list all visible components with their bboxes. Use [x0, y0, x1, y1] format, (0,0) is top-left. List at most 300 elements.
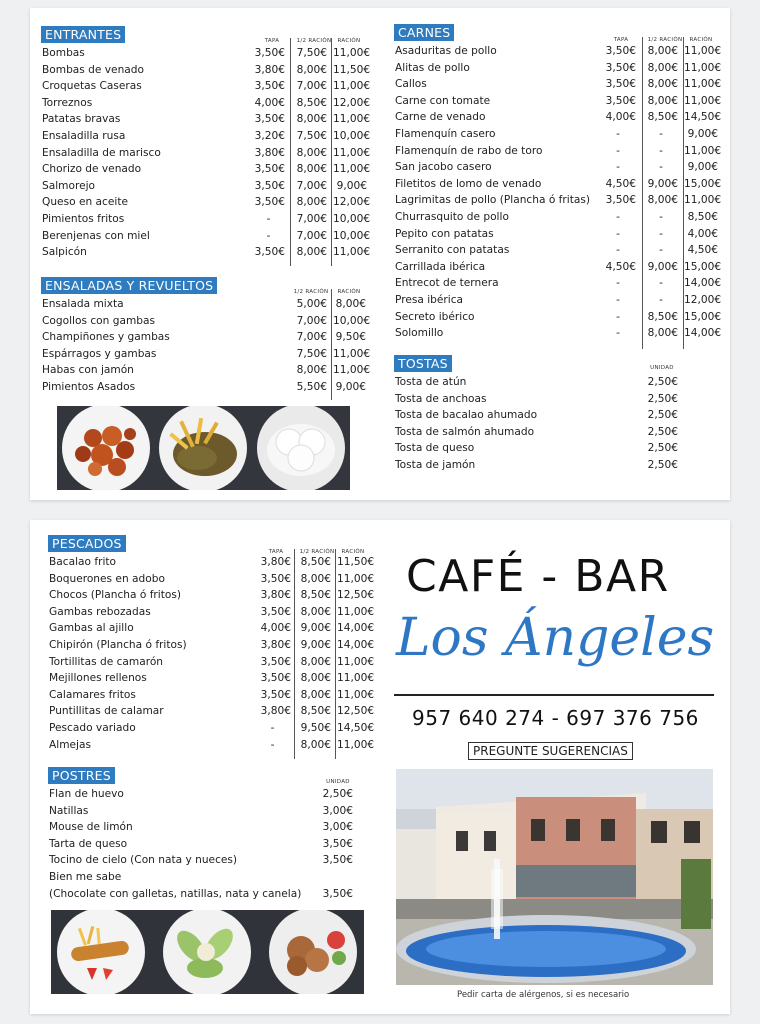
price-media: 8,50€	[300, 589, 331, 602]
price-media: 8,50€	[300, 705, 331, 718]
section-tostas	[394, 355, 724, 480]
price-unidad: 3,50€	[322, 854, 353, 867]
price-tapa: -	[270, 738, 275, 751]
price-tapa: -	[616, 310, 620, 323]
menu-card-top	[30, 8, 730, 500]
menu-item	[394, 325, 724, 342]
menu-item-name: Queso en aceite	[42, 196, 128, 209]
menu-item-name: Tosta de anchoas	[395, 392, 487, 405]
price-media: -	[659, 277, 663, 290]
price-racion: 11,00€	[337, 672, 375, 685]
dish-photo-strip	[57, 406, 350, 490]
menu-item	[41, 296, 369, 313]
price-racion: 11,00€	[684, 78, 722, 91]
menu-item-name: Chipirón (Plancha ó fritos)	[49, 638, 187, 651]
menu-item-name: Mouse de limón	[49, 821, 133, 834]
price-tapa: 3,50€	[260, 672, 291, 685]
menu-item-name: Gambas al ajillo	[49, 622, 134, 635]
postres-list	[48, 786, 373, 902]
price-racion: 4,00€	[687, 227, 718, 240]
section-entrantes	[41, 26, 369, 266]
price-media: 7,00€	[296, 331, 327, 344]
restaurant-name: Los Ángeles	[396, 608, 715, 668]
pescados-list	[48, 554, 373, 753]
menu-item-name: Patatas bravas	[42, 113, 121, 126]
price-racion: 9,50€	[335, 331, 366, 344]
price-media: 5,50€	[296, 380, 327, 393]
menu-item	[48, 836, 373, 853]
col-header-racion: RACIÓN	[689, 37, 713, 43]
menu-item	[41, 78, 369, 95]
menu-item-name: Tortillitas de camarón	[49, 655, 164, 668]
price-racion: 8,00€	[335, 298, 366, 310]
menu-item-name: Callos	[395, 78, 427, 91]
price-tapa: -	[266, 212, 271, 225]
menu-item	[394, 259, 724, 276]
menu-item	[394, 391, 724, 408]
price-media: 5,00€	[296, 298, 327, 310]
menu-item-name: Carrillada ibérica	[395, 260, 486, 273]
price-unidad: 2,50€	[647, 458, 678, 471]
price-unidad: 3,00€	[322, 804, 353, 817]
price-media: 8,00€	[647, 45, 678, 57]
menu-item	[41, 111, 369, 128]
menu-item	[41, 194, 369, 211]
menu-item-name: Chorizo de venado	[42, 163, 142, 176]
price-media: 8,00€	[300, 688, 331, 701]
menu-item-name: Bombas	[42, 47, 85, 59]
menu-item-name: Pescado variado	[49, 721, 136, 734]
price-racion: 12,50€	[337, 589, 375, 602]
price-racion: 11,00€	[337, 655, 375, 668]
menu-item-name: Ensaladilla rusa	[42, 129, 126, 142]
price-racion: 11,00€	[684, 45, 722, 57]
dish-photos	[57, 406, 350, 490]
price-media: 7,00€	[296, 80, 327, 93]
price-media: 8,00€	[296, 113, 327, 126]
price-tapa: -	[616, 144, 620, 157]
menu-item	[48, 786, 373, 803]
section-postres	[48, 767, 373, 907]
menu-item-name: Flamenquín casero	[395, 127, 496, 140]
menu-item	[394, 424, 724, 441]
menu-item-name: Torreznos	[42, 96, 93, 109]
price-racion: 9,00€	[335, 380, 366, 393]
menu-item	[394, 309, 724, 326]
price-unidad: 2,50€	[647, 376, 678, 388]
price-unidad: 3,50€	[322, 887, 353, 900]
col-header-tapa: TAPA	[268, 549, 284, 555]
price-tapa: 3,50€	[254, 47, 285, 59]
col-header-tapa: TAPA	[264, 38, 280, 44]
price-media: 8,00€	[296, 246, 327, 259]
menu-item-name: Cogollos con gambas	[42, 314, 155, 327]
menu-item-name: Berenjenas con miel	[42, 229, 150, 242]
col-header-racion: RACIÓN	[337, 289, 361, 295]
price-racion: 11,00€	[333, 47, 371, 59]
cafe-bar-heading: CAFÉ - BAR	[406, 551, 670, 602]
price-racion: 11,00€	[333, 163, 371, 176]
col-header-unidad: UNIDAD	[326, 779, 350, 785]
menu-item	[394, 60, 724, 77]
col-header-racion: RACIÓN	[341, 549, 365, 555]
price-media: -	[659, 293, 663, 306]
menu-item	[394, 143, 724, 160]
price-racion: 11,00€	[684, 61, 722, 74]
price-racion: 11,00€	[337, 572, 375, 585]
price-tapa: 3,50€	[254, 246, 285, 259]
menu-item-name: Mejillones rellenos	[49, 672, 147, 685]
price-racion: 11,50€	[333, 63, 371, 76]
menu-item-name: Tosta de salmón ahumado	[395, 425, 535, 438]
price-tapa: -	[616, 293, 620, 306]
price-racion: 10,00€	[333, 229, 371, 242]
menu-item-name: Tosta de jamón	[395, 458, 476, 471]
allergens-note: Pedir carta de alérgenos, si es necesario	[457, 990, 630, 1000]
col-header-media: 1/2 RACIÓN	[296, 38, 332, 44]
menu-item-name: Calamares fritos	[49, 688, 136, 701]
price-tapa: 3,50€	[260, 655, 291, 668]
menu-item-name: Pimientos Asados	[42, 380, 136, 393]
price-tapa: 3,50€	[254, 163, 285, 176]
price-tapa: 3,80€	[254, 63, 285, 76]
price-racion: 11,00€	[333, 146, 371, 159]
price-racion: 10,00€	[333, 314, 371, 327]
price-racion: 11,00€	[684, 94, 722, 107]
price-media: -	[659, 144, 663, 157]
price-tapa: 3,80€	[260, 638, 291, 651]
price-racion: 12,00€	[333, 196, 371, 209]
ensaladas-list	[41, 296, 369, 396]
building-fountain-illustration	[396, 769, 713, 985]
menu-item	[48, 852, 373, 869]
menu-item-name: Solomillo	[395, 327, 444, 340]
price-tapa: 3,50€	[254, 80, 285, 93]
price-tapa: 3,80€	[260, 589, 291, 602]
price-tapa: 3,80€	[260, 705, 291, 718]
price-media: 8,00€	[300, 655, 331, 668]
price-media: 7,50€	[296, 47, 327, 59]
price-unidad: 2,50€	[647, 442, 678, 455]
price-racion: 11,00€	[333, 80, 371, 93]
menu-item-name: (Chocolate con galletas, natillas, nata y canela)	[49, 887, 302, 900]
price-tapa: 3,50€	[605, 45, 636, 57]
menu-card-bottom	[30, 520, 730, 1014]
price-media: 9,00€	[300, 638, 331, 651]
menu-item	[41, 379, 369, 396]
menu-item-name: Alitas de pollo	[395, 61, 470, 74]
section-title-postres: POSTRES	[48, 767, 115, 784]
menu-item	[48, 604, 373, 621]
price-media: 8,00€	[300, 572, 331, 585]
price-tapa: -	[616, 210, 620, 223]
price-tapa: 3,50€	[260, 605, 291, 618]
price-tapa: 4,50€	[605, 177, 636, 190]
carnes-list	[394, 43, 724, 342]
price-racion: 11,00€	[684, 144, 722, 157]
menu-item	[48, 803, 373, 820]
price-racion: 15,00€	[684, 260, 722, 273]
price-media: 7,00€	[296, 179, 327, 192]
price-racion: 4,50€	[687, 244, 718, 257]
price-tapa: -	[616, 127, 620, 140]
price-tapa: 4,00€	[605, 111, 636, 124]
price-media: 7,00€	[296, 314, 327, 327]
price-tapa: 3,80€	[260, 556, 291, 568]
menu-item	[394, 76, 724, 93]
menu-item	[48, 670, 373, 687]
price-media: 8,00€	[296, 196, 327, 209]
price-tapa: -	[616, 161, 620, 174]
menu-item	[41, 211, 369, 228]
price-tapa: 3,20€	[254, 129, 285, 142]
price-racion: 9,00€	[687, 161, 718, 174]
price-media: 8,00€	[300, 605, 331, 618]
menu-item-name: Croquetas Caseras	[42, 80, 142, 93]
price-media: -	[659, 227, 663, 240]
menu-item	[394, 374, 724, 391]
price-racion: 11,00€	[333, 246, 371, 259]
col-header-media: 1/2 RACIÓN	[299, 549, 335, 555]
menu-item-name: Entrecot de ternera	[395, 277, 499, 290]
price-media: 7,00€	[296, 229, 327, 242]
menu-item-name: Chocos (Plancha ó fritos)	[49, 589, 182, 602]
price-tapa: -	[266, 229, 271, 242]
menu-item	[48, 554, 373, 571]
menu-item	[41, 346, 369, 363]
divider	[394, 694, 714, 696]
menu-item-name: Churrasquito de pollo	[395, 210, 509, 223]
menu-item-name: Flamenquín de rabo de toro	[395, 144, 543, 157]
price-racion: 14,00€	[684, 277, 722, 290]
price-tapa: 4,00€	[254, 96, 285, 109]
price-tapa: 3,80€	[254, 146, 285, 159]
menu-item-name: Tarta de queso	[49, 837, 128, 850]
price-tapa: 3,50€	[605, 61, 636, 74]
price-racion: 12,00€	[684, 293, 722, 306]
menu-item-name: Bacalao frito	[49, 556, 117, 568]
price-tapa: 3,50€	[260, 688, 291, 701]
menu-item	[394, 192, 724, 209]
section-ensaladas	[41, 277, 369, 402]
menu-item	[394, 226, 724, 243]
menu-item	[48, 571, 373, 588]
price-unidad: 2,50€	[647, 425, 678, 438]
price-racion: 15,00€	[684, 310, 722, 323]
menu-item	[48, 654, 373, 671]
menu-item	[41, 313, 369, 330]
menu-item-name: Boquerones en adobo	[49, 572, 165, 585]
section-carnes	[394, 24, 724, 349]
section-pescados	[48, 535, 373, 760]
price-media: 8,00€	[647, 78, 678, 91]
price-racion: 14,50€	[684, 111, 722, 124]
price-racion: 11,00€	[333, 113, 371, 126]
menu-item-name: Tosta de atún	[395, 376, 467, 388]
price-media: 8,00€	[647, 327, 678, 340]
price-media: 8,00€	[647, 61, 678, 74]
menu-item-name: Ensalada mixta	[42, 298, 124, 310]
menu-item-name: Gambas rebozadas	[49, 605, 151, 618]
menu-item	[394, 242, 724, 259]
price-tapa: 3,50€	[605, 194, 636, 207]
menu-item	[41, 362, 369, 379]
menu-item	[394, 440, 724, 457]
price-media: 8,00€	[647, 94, 678, 107]
restaurant-photo	[396, 769, 713, 985]
price-tapa: 3,50€	[254, 113, 285, 126]
section-title-carnes: CARNES	[394, 24, 454, 41]
menu-item	[41, 95, 369, 112]
section-title-entrantes: ENTRANTES	[41, 26, 125, 43]
price-tapa: 3,50€	[605, 94, 636, 107]
price-racion: 9,00€	[336, 179, 367, 192]
menu-item	[48, 703, 373, 720]
price-media: -	[659, 127, 663, 140]
menu-item	[394, 457, 724, 474]
price-tapa: -	[616, 227, 620, 240]
menu-item-name: Filetitos de lomo de venado	[395, 177, 542, 190]
price-racion: 11,50€	[337, 556, 375, 568]
price-racion: 15,00€	[684, 177, 722, 190]
menu-item-name: Tosta de queso	[395, 442, 475, 455]
price-media: 8,50€	[647, 111, 678, 124]
menu-item-name: Pepito con patatas	[395, 227, 494, 240]
col-header-unidad: UNIDAD	[650, 365, 674, 371]
price-racion: 11,00€	[333, 364, 371, 377]
menu-item-name: Puntillitas de calamar	[49, 705, 164, 718]
menu-item-name: Bombas de venado	[42, 63, 144, 76]
price-unidad: 2,50€	[322, 788, 353, 800]
menu-item	[48, 587, 373, 604]
price-racion: 10,00€	[333, 129, 371, 142]
entrantes-list	[41, 45, 369, 261]
menu-item	[48, 687, 373, 704]
menu-item	[41, 45, 369, 62]
menu-item	[394, 275, 724, 292]
price-media: 8,00€	[647, 194, 678, 207]
menu-item	[394, 407, 724, 424]
section-title-tostas: TOSTAS	[394, 355, 452, 372]
menu-item-name: Presa ibérica	[395, 293, 464, 306]
menu-item	[48, 886, 373, 903]
menu-item-name: Espárragos y gambas	[42, 347, 157, 360]
menu-item	[48, 819, 373, 836]
menu-item-name: Flan de huevo	[49, 788, 124, 800]
menu-item	[41, 128, 369, 145]
menu-item-name: Serranito con patatas	[395, 244, 510, 257]
menu-item	[394, 93, 724, 110]
price-media: 8,50€	[300, 556, 331, 568]
tostas-list	[394, 374, 724, 474]
price-media: -	[659, 161, 663, 174]
price-media: 9,50€	[300, 721, 331, 734]
menu-item-name: Carne con tomate	[395, 94, 491, 107]
phone-numbers: 957 640 274 - 697 376 756	[412, 706, 699, 730]
price-racion: 11,00€	[337, 605, 375, 618]
menu-item	[394, 209, 724, 226]
menu-item-name: Bien me sabe	[49, 870, 122, 883]
menu-item	[394, 43, 724, 60]
menu-item-name: Ensaladilla de marisco	[42, 146, 161, 159]
price-media: 8,00€	[296, 146, 327, 159]
menu-item	[41, 329, 369, 346]
price-media: 8,00€	[296, 163, 327, 176]
price-racion: 10,00€	[333, 212, 371, 225]
price-media: 9,00€	[647, 260, 678, 273]
price-media: 8,00€	[300, 738, 331, 751]
price-tapa: 3,50€	[605, 78, 636, 91]
price-media: 7,50€	[296, 347, 327, 360]
price-tapa: -	[270, 721, 275, 734]
price-media: -	[659, 210, 663, 223]
price-media: 8,50€	[296, 96, 327, 109]
price-media: 7,00€	[296, 212, 327, 225]
price-unidad: 2,50€	[647, 392, 678, 405]
price-media: 8,00€	[296, 364, 327, 377]
price-media: -	[659, 244, 663, 257]
menu-item	[48, 637, 373, 654]
menu-item-name: Almejas	[49, 738, 91, 751]
price-racion: 14,00€	[337, 622, 375, 635]
dish-photos-2	[51, 910, 364, 994]
price-racion: 12,00€	[333, 96, 371, 109]
price-racion: 11,00€	[337, 738, 375, 751]
col-header-tapa: TAPA	[613, 37, 629, 43]
menu-item-name: Carne de venado	[395, 111, 486, 124]
menu-item	[394, 292, 724, 309]
menu-item-name: Natillas	[49, 804, 89, 817]
menu-item	[394, 159, 724, 176]
price-tapa: 3,50€	[254, 196, 285, 209]
menu-item-name: Tosta de bacalao ahumado	[395, 409, 538, 422]
price-media: 9,00€	[647, 177, 678, 190]
suggestions-box: PREGUNTE SUGERENCIAS	[468, 742, 633, 760]
menu-item	[394, 126, 724, 143]
price-racion: 9,00€	[687, 127, 718, 140]
menu-item-name: Salmorejo	[42, 179, 96, 192]
menu-item	[394, 109, 724, 126]
price-unidad: 2,50€	[647, 409, 678, 422]
menu-item-name: Habas con jamón	[42, 364, 134, 377]
menu-item-name: Champiñones y gambas	[42, 331, 170, 344]
col-header-media: 1/2 RACIÓN	[647, 37, 683, 43]
menu-item	[48, 720, 373, 737]
price-media: 7,50€	[296, 129, 327, 142]
price-tapa: 3,50€	[260, 572, 291, 585]
price-racion: 14,00€	[337, 638, 375, 651]
menu-item-name: Asaduritas de pollo	[395, 45, 497, 57]
menu-item-name: Salpicón	[42, 246, 87, 259]
dessert-photo-strip	[51, 910, 364, 994]
price-tapa: 3,50€	[254, 179, 285, 192]
price-tapa: -	[616, 244, 620, 257]
menu-item	[41, 145, 369, 162]
menu-item-name: Pimientos fritos	[42, 212, 125, 225]
price-racion: 11,00€	[333, 347, 371, 360]
price-racion: 8,50€	[687, 210, 718, 223]
section-title-ensaladas: ENSALADAS Y REVUELTOS	[41, 277, 217, 294]
col-header-racion: RACIÓN	[337, 38, 361, 44]
col-header-media: 1/2 RACIÓN	[293, 289, 329, 295]
price-racion: 11,00€	[337, 688, 375, 701]
price-media: 8,00€	[300, 672, 331, 685]
menu-item	[41, 244, 369, 261]
menu-item	[41, 62, 369, 79]
menu-item-name: San jacobo casero	[395, 161, 492, 174]
price-unidad: 3,00€	[322, 821, 353, 834]
price-racion: 12,50€	[337, 705, 375, 718]
